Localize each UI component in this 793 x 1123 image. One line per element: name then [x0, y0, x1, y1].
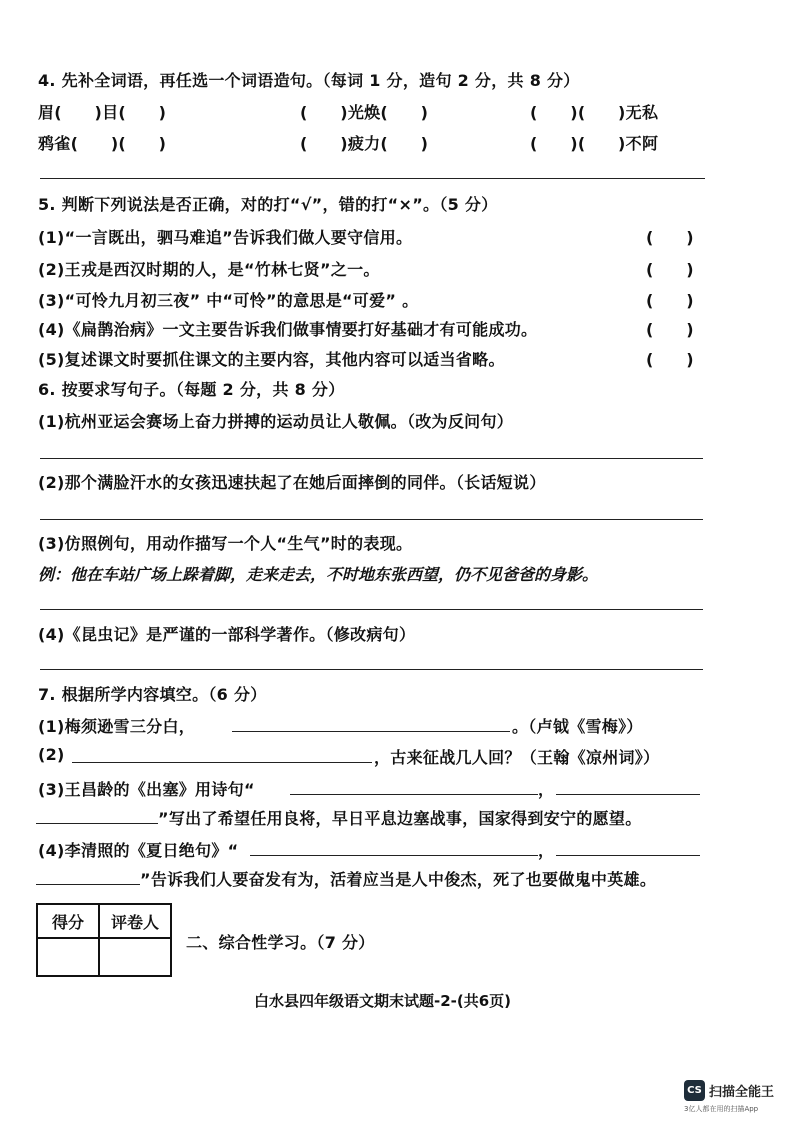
q7-line4-start: (4)李清照的《夏日绝句》“: [38, 841, 239, 860]
q5-answer-box-3[interactable]: ( ): [646, 291, 694, 310]
camscanner-logo-icon: CS: [684, 1080, 705, 1101]
q7-line1-start: (1)梅须逊雪三分白，: [38, 717, 196, 736]
q5-item-2: (2)王戎是西汉时期的人，是“竹林七贤”之一。: [38, 260, 380, 279]
q7-line3-comma: ，: [538, 780, 555, 799]
q4-word-5: ( )疲力( ): [300, 134, 429, 153]
score-header: 得分: [37, 904, 99, 938]
q7-blank-4b[interactable]: [556, 855, 700, 856]
score-table: [36, 903, 172, 977]
q5-answer-box-5[interactable]: ( ): [646, 350, 694, 369]
q7-title: 7. 根据所学内容填空。（6 分）: [38, 685, 267, 704]
q4-title: 4. 先补全词语，再任选一个词语造句。（每词 1 分，造句 2 分，共 8 分）: [38, 71, 580, 90]
q5-item-3: (3)“可怜九月初三夜” 中“可怜”的意思是“可爱” 。: [38, 291, 419, 310]
section-2-title: 二、综合性学习。（7 分）: [186, 933, 375, 952]
q7-blank-4a[interactable]: [250, 855, 538, 856]
q7-blank-4c[interactable]: [36, 884, 140, 885]
score-cell[interactable]: [37, 938, 99, 976]
q5-answer-box-4[interactable]: ( ): [646, 320, 694, 339]
q7-line3-start: (3)王昌龄的《出塞》用诗句“: [38, 780, 255, 799]
q6-answer-line-3[interactable]: [40, 609, 703, 610]
q6-answer-line-1[interactable]: [40, 458, 703, 459]
q7-line4-comma: ，: [538, 841, 555, 860]
page-footer: 白水县四年级语文期末试题-2-(共6页): [254, 992, 512, 1010]
q7-blank-3c[interactable]: [36, 823, 158, 824]
q5-answer-box-1[interactable]: ( ): [646, 228, 694, 247]
q6-answer-line-2[interactable]: [40, 519, 703, 520]
q7-blank-2[interactable]: [72, 762, 372, 763]
q6-item-1: (1)杭州亚运会赛场上奋力拼搏的运动员让人敬佩。（改为反问句）: [38, 412, 514, 431]
q6-item-4: (4)《昆虫记》是严谨的一部科学著作。（修改病句）: [38, 625, 416, 644]
q6-example: 例：他在车站广场上跺着脚，走来走去，不时地东张西望，仍不见爸爸的身影。: [38, 565, 599, 584]
q5-item-4: (4)《扁鹊治病》一文主要告诉我们做事情要打好基础才有可能成功。: [38, 320, 538, 339]
watermark-name: 扫描全能王: [709, 1085, 775, 1100]
q4-word-4: 鸦雀( )( ): [38, 134, 167, 153]
q4-word-3: ( )( )无私: [530, 103, 659, 122]
q6-answer-line-4[interactable]: [40, 669, 703, 670]
q7-line2-end: ，古来征战几人回？（王翰《凉州词》）: [374, 748, 660, 767]
q7-line1-end: 。（卢钺《雪梅》）: [512, 717, 643, 736]
q4-word-2: ( )光焕( ): [300, 103, 429, 122]
q5-item-1: (1)“一言既出，驷马难追”告诉我们做人要守信用。: [38, 228, 413, 247]
q5-answer-box-2[interactable]: ( ): [646, 260, 694, 279]
q6-title: 6. 按要求写句子。（每题 2 分，共 8 分）: [38, 380, 345, 399]
q4-word-6: ( )( )不阿: [530, 134, 659, 153]
q6-item-3: (3)仿照例句，用动作描写一个人“生气”时的表现。: [38, 534, 413, 553]
q6-item-2: (2)那个满脸汗水的女孩迅速扶起了在她后面摔倒的同伴。（长话短说）: [38, 473, 546, 492]
q4-word-1: 眉( )目( ): [38, 103, 167, 122]
q5-item-5: (5)复述课文时要抓住课文的主要内容，其他内容可以适当省略。: [38, 350, 505, 369]
q7-line3-end: ”写出了希望任用良将，早日平息边塞战事，国家得到安宁的愿望。: [158, 809, 642, 828]
q7-blank-3a[interactable]: [290, 794, 538, 795]
q7-blank-1[interactable]: [232, 731, 510, 732]
q5-title: 5. 判断下列说法是否正确，对的打“√”，错的打“×”。（5 分）: [38, 195, 498, 214]
q4-answer-line[interactable]: [40, 178, 705, 179]
watermark-sub: 3亿人都在用的扫描App: [684, 1105, 759, 1113]
q7-line4-end: ”告诉我们人要奋发有为，活着应当是人中俊杰，死了也要做鬼中英雄。: [140, 870, 657, 889]
grader-cell[interactable]: [99, 938, 171, 976]
grader-header: 评卷人: [99, 904, 171, 938]
q7-line2-start: (2): [38, 745, 65, 764]
q7-blank-3b[interactable]: [556, 794, 700, 795]
